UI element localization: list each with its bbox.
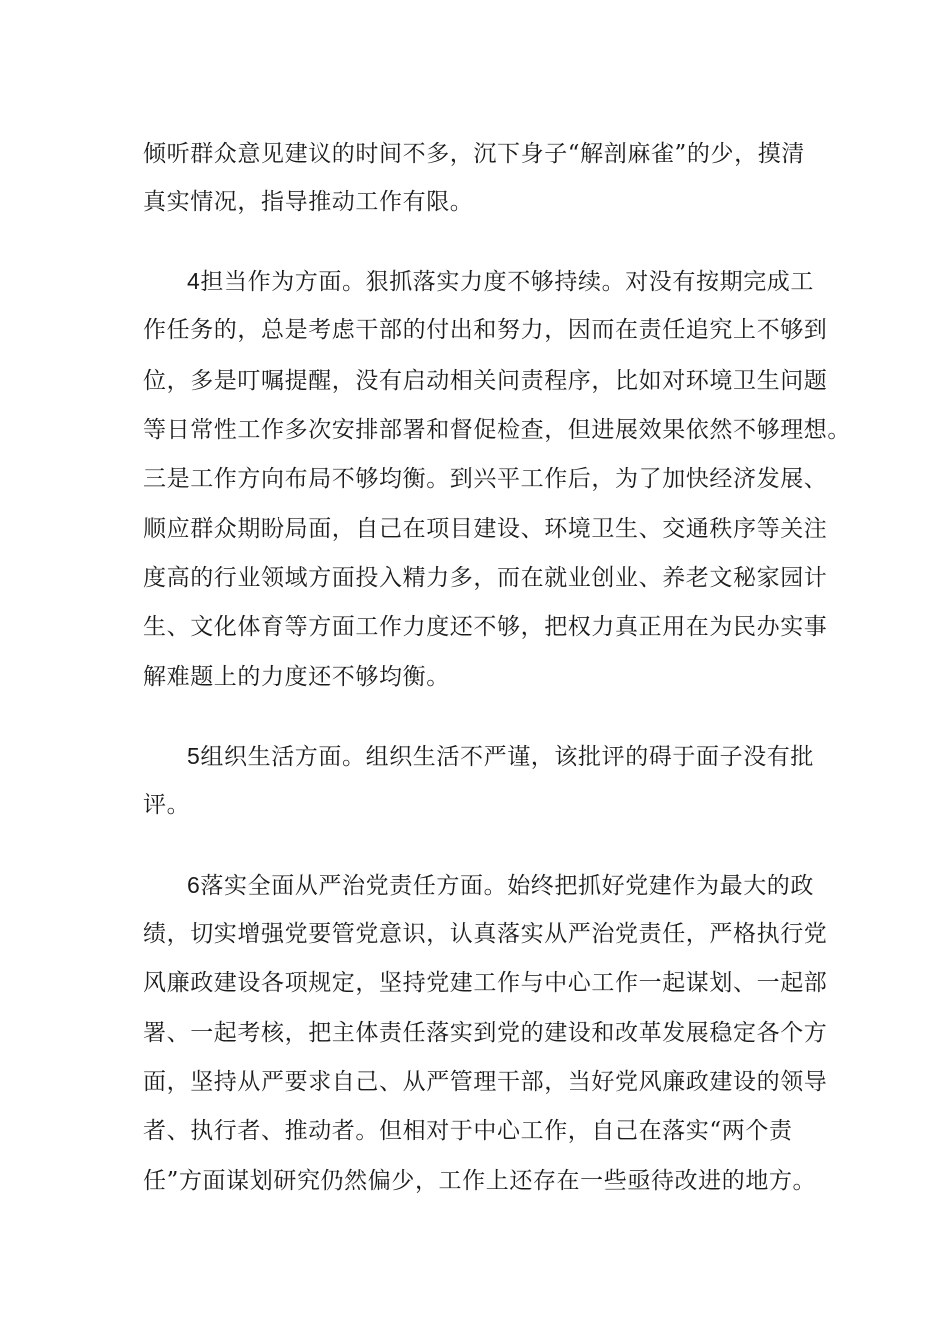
paragraph-line: 5组织生活方面。组织生活不严谨，该批评的碍于面子没有批 bbox=[187, 743, 815, 770]
paragraph-line: 倾听群众意见建议的时间不多，沉下身子“解剖麻雀”的少，摸清 bbox=[143, 141, 805, 167]
paragraph-line: 面，坚持从严要求自己、从严管理干部，当好党风廉政建设的领导 bbox=[143, 1069, 828, 1095]
paragraph-line: 位，多是叮嘱提醒，没有启动相关问责程序，比如对环境卫生问题 bbox=[143, 368, 828, 394]
paragraph-line: 者、执行者、推动者。但相对于中心工作，自己在落实“两个责 bbox=[143, 1118, 793, 1144]
paragraph-line: 作任务的，总是考虑干部的付出和努力，因而在责任追究上不够到 bbox=[143, 317, 828, 343]
paragraph-line: 任”方面谋划研究仍然偏少，工作上还存在一些亟待改进的地方。 bbox=[143, 1168, 817, 1194]
paragraph-line: 生、文化体育等方面工作力度还不够，把权力真正用在为民办实事 bbox=[143, 614, 828, 640]
paragraph-line: 6落实全面从严治党责任方面。始终把抓好党建作为最大的政 bbox=[187, 872, 815, 899]
paragraph-line: 顺应群众期盼局面，自己在项目建设、环境卫生、交通秩序等关注 bbox=[143, 516, 828, 542]
paragraph-line: 解难题上的力度还不够均衡。 bbox=[143, 664, 450, 690]
paragraph-line: 三是工作方向布局不够均衡。到兴平工作后，为了加快经济发展、 bbox=[143, 466, 828, 492]
paragraph-line: 度高的行业领域方面投入精力多，而在就业创业、养老文秘家园计 bbox=[143, 565, 828, 591]
paragraph-line: 风廉政建设各项规定，坚持党建工作与中心工作一起谋划、一起部 bbox=[143, 970, 828, 996]
paragraph-line: 评。 bbox=[143, 792, 191, 818]
paragraph-number: 5 bbox=[187, 743, 201, 769]
paragraph-line: 4担当作为方面。狠抓落实力度不够持续。对没有按期完成工 bbox=[187, 268, 815, 295]
paragraph-line: 绩，切实增强党要管党意识，认真落实从严治党责任，严格执行党 bbox=[143, 921, 828, 947]
paragraph-line: 真实情况，指导推动工作有限。 bbox=[143, 189, 474, 215]
paragraph-number: 4 bbox=[187, 268, 201, 294]
paragraph-line: 署、一起考核，把主体责任落实到党的建设和改革发展稳定各个方 bbox=[143, 1020, 828, 1046]
paragraph-number: 6 bbox=[187, 872, 201, 898]
paragraph-line: 等日常性工作多次安排部署和督促检查，但进展效果依然不够理想。 bbox=[143, 417, 851, 443]
